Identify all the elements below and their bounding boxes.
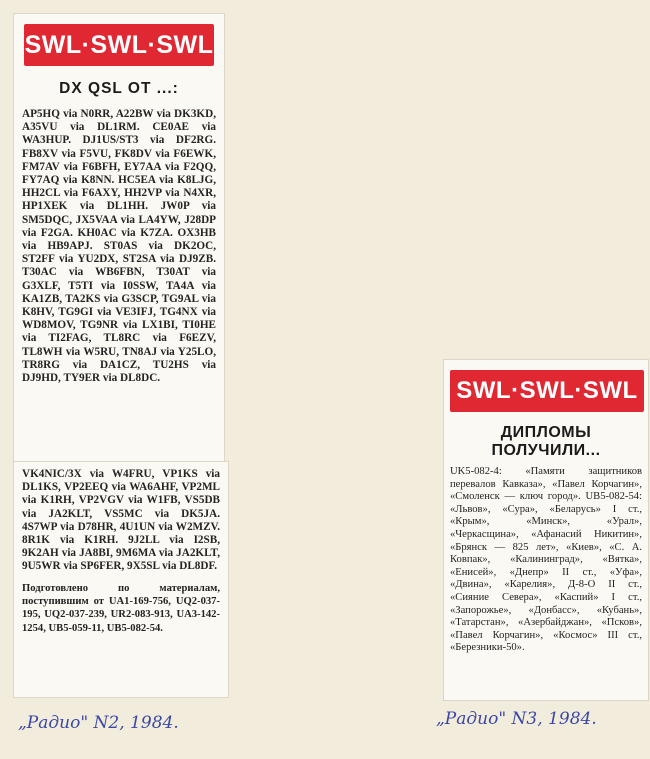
diplomas-clipping: [444, 360, 648, 700]
dx-qsl-continuation-clipping: [14, 462, 228, 697]
handwritten-source-right: „Радио" N3, 1984.: [436, 709, 597, 729]
swl-banner: SWL·SWL·SWL: [24, 24, 214, 66]
sources-note: Подготовлено по материалам, поступившим от UA1-169-756, UQ2-037-195, UQ2-037-239, UR2-083-913, UA3-142-1254, UB5-059-11, UB5-082-54.: [22, 582, 220, 634]
diplomas-text: UK5-082-4: «Памяти защитников перевалов Кавказа», «Павел Корчагин», «Смоленск — ключ город». UB5-082-54: «Львов», «Сура», «Беларусь» I ст., «Крым», «Минск», «Урал», «Черкасщина», «Афанасий Никитин», «Брянск — 825 лет», «Киев», «С. А. Ковпак», «Калининград», «Вятка», «Енисей», «Днепр» II ст., «Уфа», «Двина», «Карелия», Д-8-О II ст., «Сияние Севера», «Каспий» I ст., «Запорожье», «Донбасс», «Кубань», «Татарстан», «Азербайджан», «Псков», «Павел Корчагин», «Космос» III ст., «Березники-50».: [450, 466, 642, 654]
diplomas-heading: [444, 424, 648, 460]
qsl-list-part1: AP5HQ via N0RR, A22BW via DK3KD, A35VU via DL1RM. CE0AE via WA3HUP. DJ1US/ST3 via DF2RG. FB8XV via F5VU, FK8DV via F6EWK, FM7AV via F6BFH, EY7AA via F2QQ, FY7AQ via K8NN. HC5EA via K8LJG, HH2CL via F6AXY, HH2VP via N4XR, HP1XEK via DL1HH. JW0P via SM5DQC, JX5VAA via LA4YW, J28DP via F2GA. KH0AC via K7ZA. OX3HB via HB9APJ. ST0AS via DK2OC, ST2FF via YU2DX, ST2SA via DJ9ZB. T30AC via WB6FBN, T30AT via G3XLF, T5TI via I0SSW, TA4A via KA1ZB, TA2KS via G3SCP, TG9AL via K8HV, TG9GI via VE3IFJ, TG4NX via WD8MOV, TG9NR via LX1BI, TI0HE via TI2FAG, TL8RC via F6EZV, TL8WH via W5RU, TN8AJ via Y25LO, TR8RG via DA1CZ, TU2HS via DJ9HD, TY9ER via DL8DC.: [22, 108, 216, 385]
qsl-list-part2: VK4NIC/3X via W4FRU, VP1KS via DL1KS, VP2EEQ via WA6AHF, VP2ML via K1RH, VP2VGV via W1FB, VS5DB via JA2KLT, VS5MC via DK5JA. 4S7WP via D78HR, 4U1UN via W2MZV. 8R1K via K1RH. 9J2LL via I2SB, 9K2AH via JA8BI, 9M6MA via JA2KLT, 9U5WR via SP6FER, 9X5SL via DL8DF.: [22, 468, 220, 573]
diplomas-heading-line2: ПОЛУЧИЛИ...: [491, 442, 601, 459]
diplomas-heading-line1: ДИПЛОМЫ: [500, 424, 592, 441]
dx-qsl-heading: DX QSL OT ...:: [59, 80, 179, 97]
handwritten-source-left: „Радио" N2, 1984.: [18, 713, 179, 733]
swl-banner-2: SWL·SWL·SWL: [450, 370, 644, 412]
dx-qsl-clipping: [14, 14, 224, 464]
